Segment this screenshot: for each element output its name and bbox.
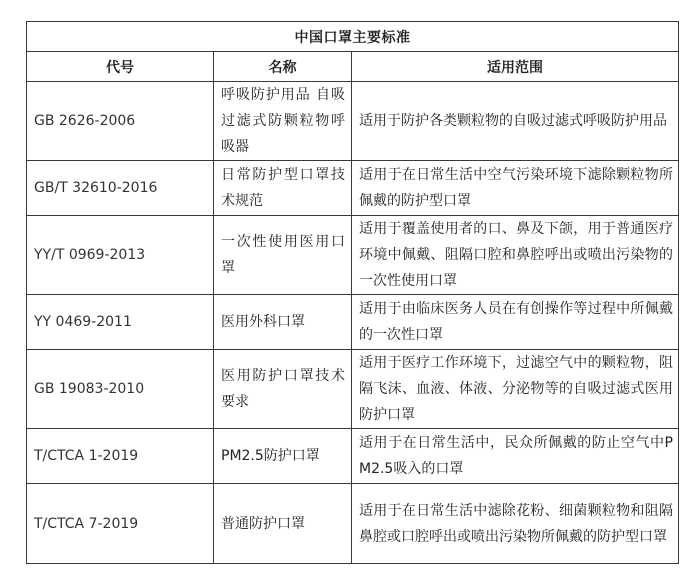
standard-scope: 适用于医疗工作环境下，过滤空气中的颗粒物，阻隔飞沫、血液、体液、分泌物等的自吸过滤式医用防护口罩 xyxy=(352,350,679,429)
table-row xyxy=(27,216,679,295)
standards-table xyxy=(26,21,679,564)
table-row xyxy=(27,82,679,161)
standard-name: 医用外科口罩 xyxy=(214,295,352,350)
standard-code: T/CTCA 1-2019 xyxy=(27,429,214,484)
standard-name: 一次性使用医用口罩 xyxy=(214,216,352,295)
standard-scope: 适用于覆盖使用者的口、鼻及下颌，用于普通医疗环境中佩戴、阻隔口腔和鼻腔呼出或喷出污染物的一次性使用口罩 xyxy=(352,216,679,295)
table-title: 中国口罩主要标准 xyxy=(27,22,679,52)
standard-name: 呼吸防护用品 自吸过滤式防颗粒物呼吸器 xyxy=(214,82,352,161)
table-row xyxy=(27,484,679,564)
table-row xyxy=(27,350,679,429)
table-row xyxy=(27,429,679,484)
table-row xyxy=(27,295,679,350)
table-title-row xyxy=(27,22,679,52)
table-row xyxy=(27,161,679,216)
standard-code: YY 0469-2011 xyxy=(27,295,214,350)
standard-code: GB/T 32610-2016 xyxy=(27,161,214,216)
standard-scope: 适用于在日常生活中滤除花粉、细菌颗粒物和阻隔鼻腔或口腔呼出或喷出污染物所佩戴的防护型口罩 xyxy=(352,484,679,564)
standard-code: GB 2626-2006 xyxy=(27,82,214,161)
standard-code: YY/T 0969-2013 xyxy=(27,216,214,295)
header-code: 代号 xyxy=(27,52,214,82)
standard-name: 普通防护口罩 xyxy=(214,484,352,564)
standard-scope: 适用于在日常生活中空气污染环境下滤除颗粒物所佩戴的防护型口罩 xyxy=(352,161,679,216)
standard-scope: 适用于由临床医务人员在有创操作等过程中所佩戴的一次性口罩 xyxy=(352,295,679,350)
standard-name: 日常防护型口罩技术规范 xyxy=(214,161,352,216)
standard-scope: 适用于在日常生活中，民众所佩戴的防止空气中PM2.5吸入的口罩 xyxy=(352,429,679,484)
standard-scope: 适用于防护各类颗粒物的自吸过滤式呼吸防护用品 xyxy=(352,82,679,161)
standard-name: 医用防护口罩技术要求 xyxy=(214,350,352,429)
header-scope: 适用范围 xyxy=(352,52,679,82)
standard-name: PM2.5防护口罩 xyxy=(214,429,352,484)
standard-code: GB 19083-2010 xyxy=(27,350,214,429)
header-name: 名称 xyxy=(214,52,352,82)
table-header-row xyxy=(27,52,679,82)
standard-code: T/CTCA 7-2019 xyxy=(27,484,214,564)
